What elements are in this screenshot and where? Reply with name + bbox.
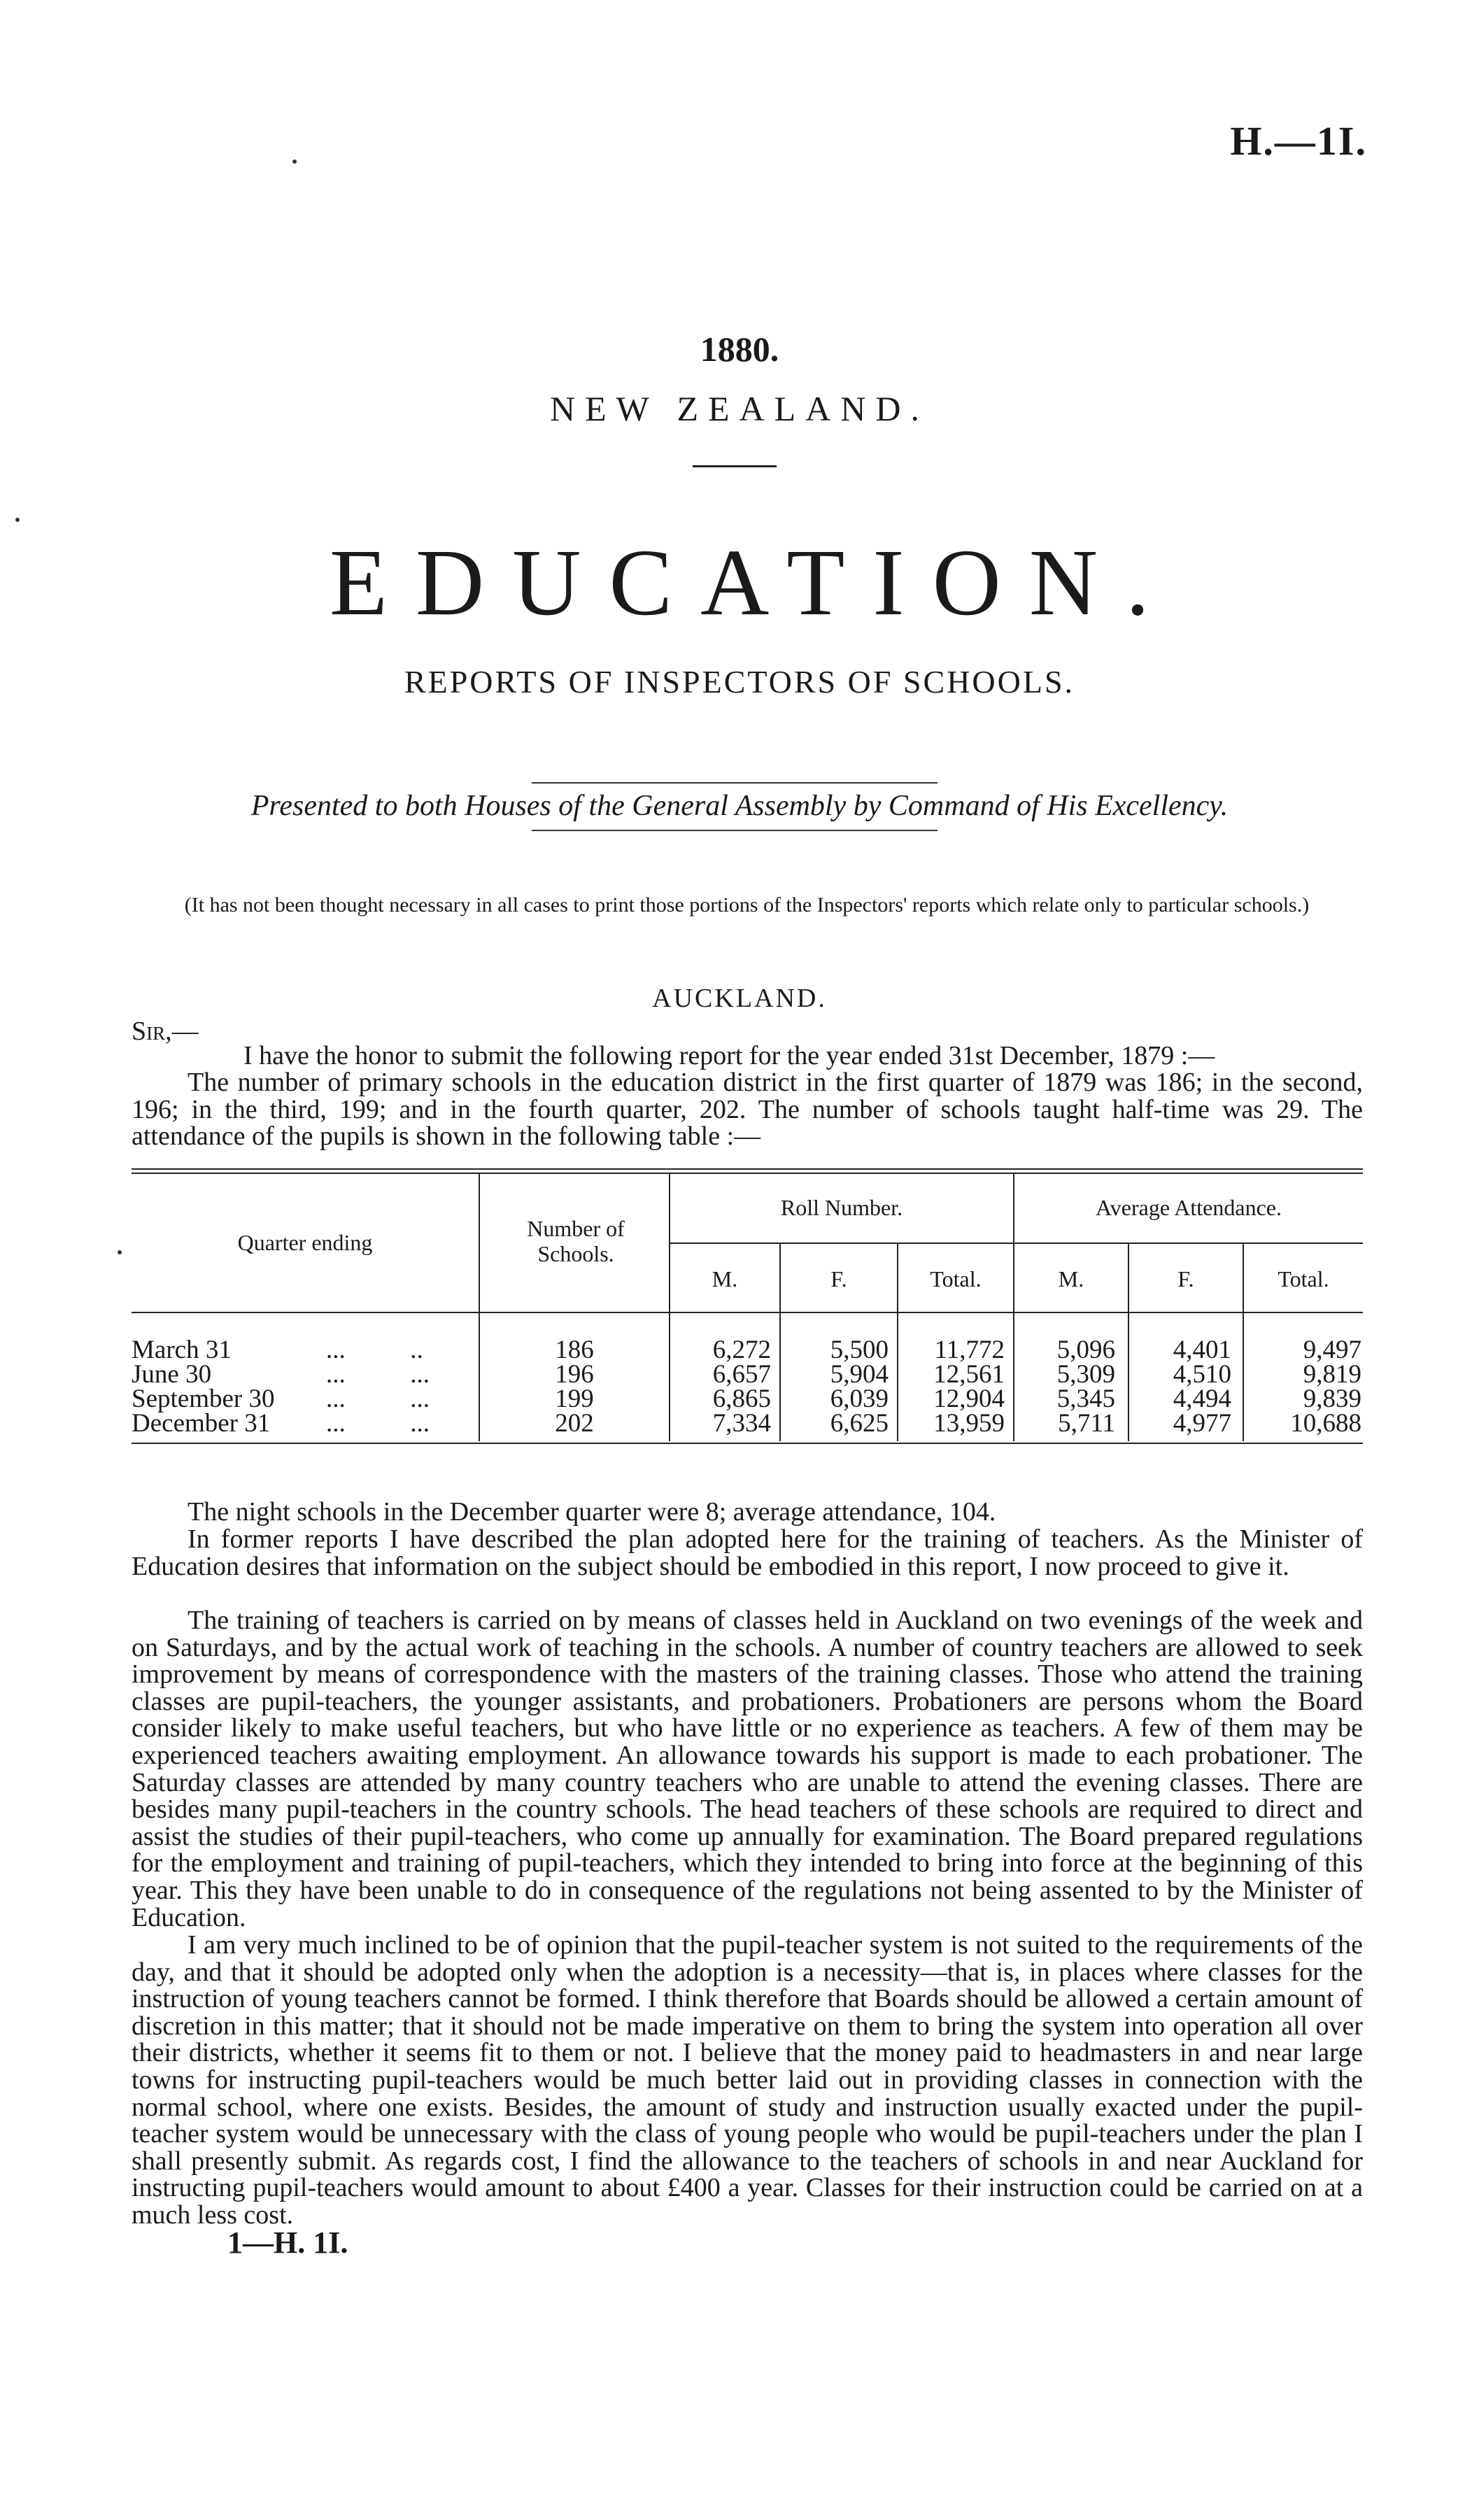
cell-quarter: March 31 — [132, 1336, 232, 1364]
sub-header-m: M. — [712, 1266, 738, 1291]
body-paragraph: The night schools in the December quarter were 8; average attendance, 104. — [187, 1497, 996, 1527]
cell-avg-m: 5,096 — [1056, 1336, 1115, 1364]
table-header-rule — [132, 1312, 1363, 1313]
group-header-rule — [670, 1243, 1363, 1244]
cell-avg-f: 4,494 — [1173, 1385, 1231, 1413]
cell-quarter: September 30 — [132, 1385, 275, 1413]
cell-roll-total: 13,959 — [933, 1409, 1005, 1438]
group-header-average: Average Attendance. — [1096, 1195, 1282, 1220]
presented-line: Presented to both Houses of the General Assembly by Command of His Excellency. — [250, 790, 1229, 822]
cell-roll-f: 6,625 — [830, 1409, 889, 1438]
cell-avg-total: 9,497 — [1303, 1336, 1361, 1364]
document-year: 1880. — [700, 330, 779, 369]
cell-avg-f: 4,401 — [1173, 1336, 1231, 1364]
cell-roll-f: 5,904 — [830, 1360, 889, 1389]
cell-roll-total: 11,772 — [934, 1336, 1005, 1364]
body-paragraph: I am very much inclined to be of opinion that the pupil-teacher system is not suited to the requirements of the day, and that it should be adopted only when the adoption is a necessity—that is, in places where classes for the instruction of young teachers cannot be formed. I think therefore that Boards should be allowed a certain amount of discretion in this matter; that it should not be made imperative on them to bring the system into operation all over their districts, whether it seems fit to them or not. I believe that the money paid to headmasters in and near large towns for instructing pupil-teachers would be much better laid out in providing classes in connection with the normal school, where one exists. Besides, the amount of study and instruction usually exacted under the pupil-teacher system would be unnecessary with the class of young people who would be pupil-teachers under the plan I shall presently submit. As regards cost, I find the allowance to the teachers of schools in and near Auckland for instructing pupil-teachers would amount to about £400 a year. Classes for their instruction could be carried on at a much less cost. — [132, 1930, 1363, 2230]
section-heading: AUCKLAND. — [652, 984, 827, 1013]
table-top-rule — [132, 1168, 1363, 1170]
divider-rule — [532, 782, 937, 784]
intro-paragraph: I have the honor to submit the following report for the year ended 31st December, 1879 :— — [243, 1041, 1215, 1070]
cell-avg-m: 5,345 — [1056, 1385, 1115, 1413]
cell-schools: 202 — [555, 1409, 594, 1438]
page-reference: H.—1I. — [1230, 118, 1367, 164]
page-signature: 1—H. 1I. — [227, 2225, 348, 2260]
cell-roll-m: 6,865 — [712, 1385, 771, 1413]
sub-header-f: F. — [1177, 1266, 1194, 1291]
cell-leader-dots: ... ... — [326, 1385, 430, 1413]
divider-rule — [532, 830, 937, 831]
divider-rule — [693, 465, 777, 467]
speck-mark — [15, 518, 20, 522]
cell-avg-total: 9,819 — [1303, 1360, 1361, 1389]
cell-avg-m: 5,711 — [1058, 1409, 1115, 1438]
cell-quarter: December 31 — [132, 1409, 271, 1438]
sub-header-f: F. — [830, 1266, 847, 1291]
column-header-quarter: Quarter ending — [237, 1230, 373, 1255]
column-header-schools: Number of Schools. — [527, 1216, 625, 1266]
document-subtitle: REPORTS OF INSPECTORS OF SCHOOLS. — [404, 664, 1075, 700]
cell-roll-m: 6,272 — [712, 1336, 771, 1364]
cell-schools: 199 — [555, 1385, 594, 1413]
cell-roll-total: 12,904 — [933, 1385, 1005, 1413]
speck-mark — [292, 160, 297, 164]
table-top-rule — [132, 1173, 1363, 1174]
cell-avg-total: 10,688 — [1290, 1409, 1361, 1438]
cell-quarter: June 30 — [132, 1360, 212, 1389]
salutation: Sir,— — [132, 1017, 199, 1046]
editorial-note: (It has not been thought necessary in all cases to print those portions of the Inspectors' reports which relate only to particular schools.) — [184, 893, 1310, 916]
sub-header-total: Total. — [930, 1266, 982, 1291]
cell-leader-dots: ... ... — [326, 1409, 430, 1438]
cell-roll-m: 6,657 — [712, 1360, 771, 1389]
cell-avg-f: 4,977 — [1173, 1409, 1231, 1438]
cell-schools: 186 — [555, 1336, 594, 1364]
sub-header-total: Total. — [1278, 1266, 1329, 1291]
country-heading: NEW ZEALAND. — [550, 389, 929, 428]
cell-avg-f: 4,510 — [1173, 1360, 1231, 1389]
cell-leader-dots: ... .. — [326, 1336, 423, 1364]
cell-roll-f: 6,039 — [830, 1385, 889, 1413]
cell-roll-total: 12,561 — [933, 1360, 1005, 1389]
document-title: EDUCATION. — [329, 530, 1178, 635]
body-paragraph: In former reports I have described the plan adopted here for the training of teachers. As the Minister of Education desires that information on the subject should be embodied in this report, I now proceed to give it. — [132, 1524, 1363, 1581]
group-header-roll: Roll Number. — [780, 1195, 903, 1220]
cell-schools: 196 — [555, 1360, 594, 1389]
table-bottom-rule — [132, 1443, 1363, 1444]
speck-mark — [118, 1250, 122, 1254]
intro-paragraph: The number of primary schools in the education district in the first quarter of 1879 was 186; in the second, 196; in the third, 199; and in the fourth quarter, 202. The number of schools taught half-time was 29. The attendance of the pupils is shown in the following table :— — [132, 1068, 1363, 1152]
cell-roll-m: 7,334 — [712, 1409, 771, 1438]
cell-avg-m: 5,309 — [1056, 1360, 1115, 1389]
cell-roll-f: 5,500 — [830, 1336, 889, 1364]
cell-leader-dots: ... ... — [326, 1360, 430, 1389]
cell-avg-total: 9,839 — [1303, 1385, 1361, 1413]
sub-header-m: M. — [1058, 1266, 1084, 1291]
body-paragraph: The training of teachers is carried on by means of classes held in Auckland on two evenings of the week and on Saturdays, and by the actual work of teaching in the schools. A number of country teachers are allowed to seek improvement by means of correspondence with the masters of the training classes. Those who attend the training classes are pupil-teachers, the younger assistants, and probationers. Probationers are persons whom the Board consider likely to make useful teachers, but who have little or no experience as teachers. A few of them may be experienced teachers awaiting employment. An allowance towards his support is made to each probationer. The Saturday classes are attended by many country teachers who are unable to attend the evening classes. There are besides many pupil-teachers in the country schools. The head teachers of these schools are required to direct and assist the studies of their pupil-teachers, who come up annually for examination. The Board prepared regulations for the employment and training of pupil-teachers, which they intended to bring into force at the beginning of this year. This they have been unable to do in consequence of the regulations not being assented to by the Minister of Education. — [132, 1606, 1363, 1932]
